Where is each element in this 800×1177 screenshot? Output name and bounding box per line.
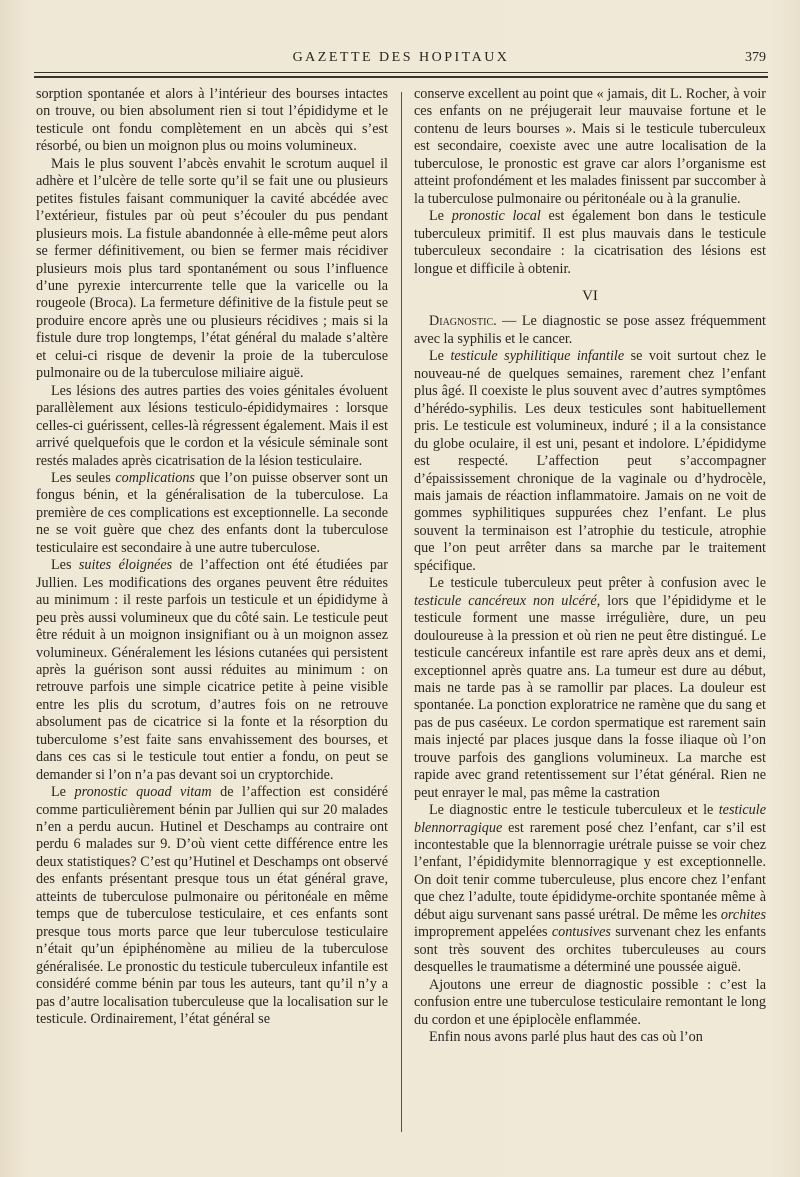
italic-term: contusives (551, 924, 611, 941)
text-run: , lors que l’épididyme et le testicule forment une masse irrégulière, dure, un peu douloureuse à la pression et où rien ne peut être distingué. Le testicule cancéreux infantile est rare après deux ans et demi, exceptionnel après quatre ans. La tumeur est dure au début, mais ne tarde pas à se ramollir par places. La douleur est spontanée. La ponction exploratrice ne ramène que du sang et pas de pus caséeux. Le cordon spermatique est rarement sain mais injecté par places jusque dans la fosse iliaque où l’on trouve parfois des ganglions volumineux. La marche est rapide avec grand retentissement sur l’état général. Rien ne peut enrayer le mal, pas même la castration (414, 592, 766, 801)
paragraph: Mais le plus souvent l’abcès envahit le scrotum auquel il adhère et l’ulcère de telle sorte qu’il se fait une ou plusieurs petites fistules faisant communiquer la cavité abcédée avec l’extérieur, fistules par où peut s’écouler du pus pendant plusieurs mois. La fistule abandonnée à elle-même peut alors se fermer définitivement, ou bien se fermer mais récidiver plusieurs mois plus tard spontanément ou sous l’influence d’une pyrexie intercurrente telle que la varicelle ou la rougeole (Broca). La fermeture définitive de la fistule peut se produire encore après une ou plusieurs récidives ; mais si la fistule dure trop longtemps, l’état général du malade s’altère et celui-ci risque de devenir la proie de la tuberculose pulmonaire ou de la tuberculose miliaire aiguë. (36, 155, 388, 382)
paragraph: conserve excellent au point que « jamais, dit L. Rocher, à voir ces enfants on ne préjugerait leur mauvaise fortune et le contenu de leurs bourses ». Mais si le testicule tuberculeux est secondaire, coexiste avec une autre localisation de la tuberculose, le pronostic est grave car alors l’organisme est atteint profondément et les malades finissent par succomber à la tuberculose pulmonaire ou péritonéale ou à la granulie. (414, 86, 766, 207)
text-run: Le diagnostic entre le testicule tuberculeux et le (429, 802, 719, 819)
header-rule-thin (34, 72, 768, 73)
text-run: est également bon dans le testicule tuberculeux primitif. Il est plus mauvais dans le testicule tuberculeux secondaire : la cicatrisation des lésions est longue et difficile à obtenir. (414, 208, 766, 277)
italic-term: pronostic quoad vitam (74, 784, 212, 801)
paragraph: Enfin nous avons parlé plus haut des cas où l’on (429, 1029, 703, 1046)
italic-term: testicule syphilitique infantile (450, 348, 625, 365)
paragraph: Ajoutons une erreur de diagnostic possible : c’est la confusion entre une tuberculose testiculaire remontant le long du cordon et une épiplocèle enflammée. (414, 976, 766, 1028)
text-run: survenant chez les enfants sont très souvent des orchites tuberculeuses au cours desquelles le traumatisme a déterminé une poussée aiguë. (414, 924, 766, 976)
right-column (414, 86, 766, 1141)
text-run: Le (429, 348, 451, 365)
text-run: Les seules (51, 469, 116, 486)
paragraph (36, 470, 388, 557)
paragraph (36, 784, 388, 1028)
text-run: est rarement posé chez l’enfant, car s’il est incontestable que la blennorragie urétrale puisse se voir chez l’enfant, l’épididymite blennorragique y est exceptionnelle. On doit tenir comme tuberculeuse, plus encore chez l’enfant que chez l’adulte, toute épididyme-orchite spontanée même à début aigu survenant sans passé urétral. De même les (414, 819, 766, 923)
page-number: 379 (745, 50, 766, 65)
italic-term: suites éloignées (78, 557, 173, 574)
text-run: Le testicule tuberculeux peut prêter à confusion avec le (429, 575, 766, 592)
section-heading: VI (582, 287, 598, 304)
paragraph (414, 348, 766, 575)
text-run: de l’affection ont été étudiées par Jullien. Les modifications des organes peuvent être réduites au minimum : il reste parfois un testicule et un épididyme à peu près aussi volumineux que du côté sain. Le testicule peut être réduit à un moignon insignifiant ou à un moignon assez volumineux. Généralement les lésions cutanées qui persistent après la guérison sont aussi réduites au minimum : on retrouve parfois une simple cicatrice petite à peine visible entre les plis du scrotum, d’autres fois on ne retrouve absolument pas de cicatrice si la fonte et la résorption du tuberculome s’est faite sans envahissement des bourses, et dans ces cas si le testicule tout entier a fondu, on peut se demander si l’on n’a pas devant soi un cryptorchide. (36, 557, 388, 783)
text-columns (36, 86, 768, 1146)
paragraph (414, 208, 766, 278)
text-run: Le (51, 784, 75, 801)
italic-term: testicule cancéreux non ulcéré (414, 592, 597, 609)
paragraph (414, 313, 766, 348)
header-rule-thick (34, 76, 768, 78)
text-run: improprement appelées (414, 924, 552, 941)
text-run: se voit surtout chez le nouveau-né de quelques semaines, rarement chez l’enfant plus âgé. Il coexiste le plus souvent avec d’autres symptômes d’hérédo-syphilis. Les deux testicules sont habituellement pris. Le testicule est volumineux, induré ; il a la consistance du globe oculaire, il est uni, pesant et indolore. L’épididyme est respecté. L’affection peut s’accompagner d’épaississement chronique de la vaginale ou d’hydrocèle, mais jamais de réaction inflammatoire. Jamais on ne voit de gommes syphilitiques suppurées chez l’enfant. Le plus souvent la terminaison est l’atrophie du testicule, atrophie que l’on peut arrêter dans sa marche par le traitement spécifique. (414, 348, 766, 574)
italic-term: orchites (720, 906, 766, 923)
text-run: de l’affection est considéré comme particulièrement bénin par Jullien qui sur 20 malades n’en a perdu aucun. Hutinel et Deschamps au contraire ont perdu 6 malades sur 9. D’où vient cette différence entre les deux statistiques? C’est qu’Hutinel et Deschamps ont observé des enfants présentant presque tous un état général grave, atteints de tuberculose pulmonaire ou péritonéale en même temps que de tuberculose testiculaire, et ces enfants sont presque tous morts parce que leur tuberculose testiculaire n’était qu’un épiphénomène au milieu de la tuberculose généralisée. Le pronostic du testicule tuberculeux infantile est considéré comme bénin par tous les auteurs, tant qu’il n’y a pas d’autre localisation tuberculeuse que la localisation sur le testicule. Ordinairement, l’état général se (36, 784, 388, 1028)
text-run: Les (51, 557, 79, 574)
paragraph (414, 802, 766, 977)
left-column (36, 86, 388, 1141)
small-caps-heading: Diagnostic. (429, 313, 497, 330)
text-run: — Le diagnostic se pose assez fréquemment avec la syphilis et le cancer. (414, 313, 766, 347)
italic-term: complications (115, 469, 195, 486)
running-header (36, 50, 766, 74)
paragraph (36, 557, 388, 784)
column-divider (401, 92, 402, 1132)
paragraph: sorption spontanée et alors à l’intérieur des bourses intactes on trouve, ou bien absolument rien si tout l’épididyme et le testicule ont fondu complètement en un abcès qui s’est résorbé, ou bien un moignon plus ou moins volumineux. (36, 86, 388, 155)
paragraph (414, 575, 766, 802)
text-run: Le (429, 208, 452, 225)
italic-term: testicule blennorragique (414, 802, 766, 836)
text-run: que l’on puisse observer sont un fongus bénin, et la généralisation de la tuberculose. La première de ces complications est exceptionnelle. La seconde ne se voit guère que chez des enfants dont la tuberculose testiculaire est secondaire à une autre tuberculose. (36, 469, 388, 556)
journal-title: GAZETTE DES HOPITAUX (292, 50, 510, 65)
italic-term: pronostic local (451, 208, 541, 225)
paragraph: Les lésions des autres parties des voies génitales évoluent parallèlement aux lésions testiculo-épididymaires : lorsque celles-ci guérissent, celles-là régressent également. Mais il est arrivé quelquefois que le cordon et la vésicule séminale sont restés malades après cicatrisation de la lésion testiculaire. (36, 382, 388, 469)
